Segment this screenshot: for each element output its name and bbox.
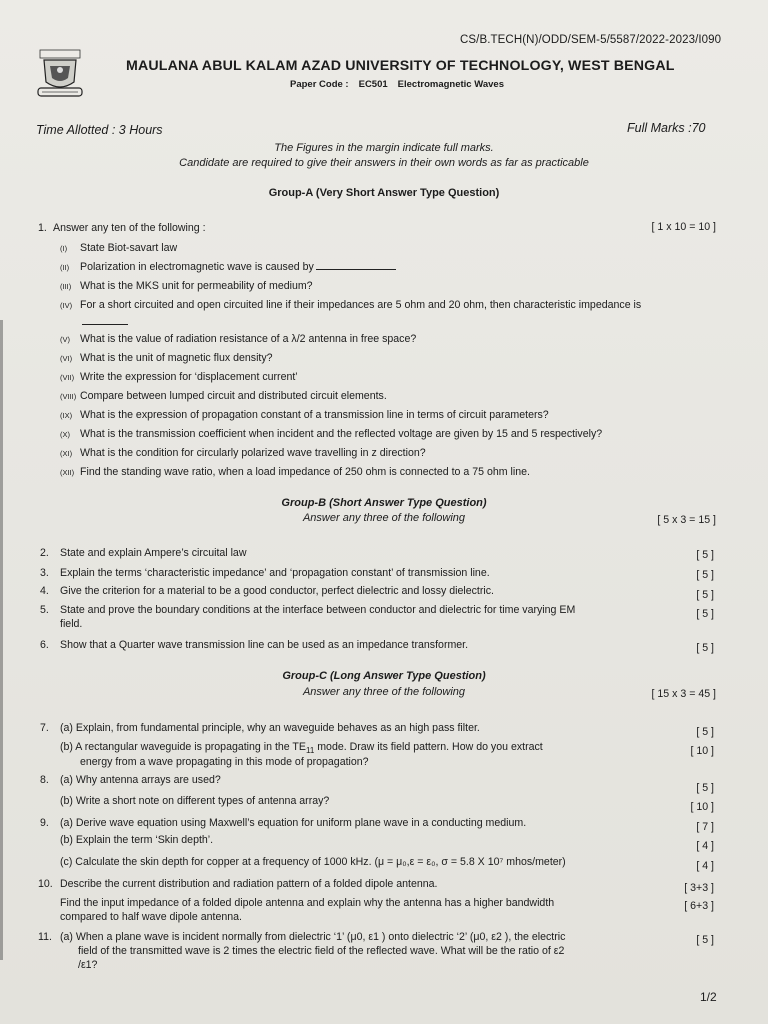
- paper-code-value: EC501: [358, 79, 388, 90]
- group-a-item: (III) What is the MKS unit for permeability of medium?: [60, 280, 313, 292]
- question-number: 11.: [38, 931, 52, 943]
- question-number: 6.: [40, 639, 49, 651]
- question-part: (c) Calculate the skin depth for copper at a frequency of 1000 kHz. (μ = μ₀,ε = ε₀, σ = 5.8 X 10⁷ mhos/meter): [60, 856, 566, 868]
- group-a-item: (II) Polarization in electromagnetic wave is caused by: [60, 261, 396, 273]
- group-a-item: (XII) Find the standing wave ratio, when a load impedance of 250 ohm is connected to a 75 ohm line.: [60, 466, 530, 478]
- question-text: State and explain Ampere’s circuital law: [60, 547, 247, 559]
- question-1-marks: [ 1 x 10 = 10 ]: [651, 221, 716, 233]
- question-1-text: Answer any ten of the following :: [53, 222, 206, 234]
- question-marks: [ 7 ]: [696, 821, 714, 833]
- question-marks: [ 4 ]: [696, 860, 714, 872]
- question-part-continued: energy from a wave propagating in this mode of propagation?: [80, 756, 369, 768]
- subject-name: Electromagnetic Waves: [397, 79, 504, 90]
- question-part: Describe the current distribution and radiation pattern of a folded dipole antenna.: [60, 878, 438, 890]
- question-marks: [ 10 ]: [690, 801, 714, 813]
- group-a-item: (X) What is the transmission coefficient when incident and the reflected voltage are given by 15 and 5 respectively?: [60, 428, 603, 440]
- question-text-continued: field.: [60, 618, 83, 630]
- group-c-instruction: Answer any three of the following: [302, 686, 466, 698]
- group-a-item: (V) What is the value of radiation resistance of a λ/2 antenna in free space?: [60, 333, 417, 345]
- time-allotted: Time Allotted : 3 Hours: [36, 123, 163, 137]
- group-b-title: Group-B (Short Answer Type Question): [281, 497, 487, 509]
- question-number: 4.: [40, 585, 49, 597]
- group-a-item: (I) State Biot-savart law: [60, 242, 178, 254]
- question-text: Explain the terms ‘characteristic impedance’ and ‘propagation constant’ of transmission line.: [60, 567, 490, 579]
- group-a-item: (VIII) Compare between lumped circuit and distributed circuit elements.: [60, 390, 387, 402]
- paper-serial-code: CS/B.TECH(N)/ODD/SEM-5/5587/2022-2023/I090: [460, 34, 722, 46]
- page-edge-shadow: [0, 320, 3, 960]
- question-part: (b) Write a short note on different types of antenna array?: [60, 795, 330, 807]
- group-c-marks: [ 15 x 3 = 45 ]: [651, 688, 716, 700]
- full-marks: Full Marks :70: [627, 121, 706, 135]
- fill-in-blank: [82, 324, 128, 325]
- question-number: 10.: [38, 878, 53, 890]
- question-part-continued: compared to half wave dipole antenna.: [60, 911, 242, 923]
- question-marks: [ 4 ]: [696, 840, 714, 852]
- paper-code-label: Paper Code :: [290, 79, 349, 90]
- question-part: (a) Explain, from fundamental principle, why an waveguide behaves as an high pass filter.: [60, 722, 480, 734]
- question-part: (a) Why antenna arrays are used?: [60, 774, 221, 786]
- question-marks: [ 5 ]: [696, 726, 714, 738]
- question-marks: [ 6+3 ]: [684, 900, 714, 912]
- question-marks: [ 5 ]: [696, 589, 714, 601]
- question-number: 5.: [40, 604, 49, 616]
- group-a-item: (VII) Write the expression for ‘displacement current’: [60, 371, 298, 383]
- question-number: 7.: [40, 722, 49, 734]
- fill-in-blank: [316, 268, 396, 270]
- question-marks: [ 10 ]: [690, 745, 714, 757]
- group-a-item: (IV) For a short circuited and open circuited line if their impedances are 5 ohm and 20 ohm, then characteristic impedance is: [60, 299, 642, 311]
- question-text: Show that a Quarter wave transmission line can be used as an impedance transformer.: [60, 639, 469, 651]
- question-part: (a) When a plane wave is incident normally from dielectric ‘1’ (μ0, ε1 ) onto dielectric ‘2’ (μ0, ε2 ), the electric: [60, 931, 566, 943]
- question-marks: [ 5 ]: [696, 608, 714, 620]
- question-marks: [ 5 ]: [696, 549, 714, 561]
- group-a-item: (XI) What is the condition for circularly polarized wave travelling in z direction?: [60, 447, 426, 459]
- group-a-title: Group-A (Very Short Answer Type Question): [268, 187, 500, 199]
- question-number: 9.: [40, 817, 49, 829]
- page-number: 1/2: [700, 990, 717, 1004]
- question-part-continued: field of the transmitted wave is 2 times the electric field of the reflected wave. What will be the ratio of ε2: [78, 945, 565, 957]
- question-number: 3.: [40, 567, 49, 579]
- instruction-line-1: The Figures in the margin indicate full marks.: [274, 142, 494, 154]
- question-part-continued: /ε1?: [78, 959, 98, 971]
- paper-code-line: [290, 79, 514, 90]
- question-marks: [ 5 ]: [696, 642, 714, 654]
- university-seal-icon: [34, 48, 86, 102]
- question-marks: [ 3+3 ]: [684, 882, 714, 894]
- university-name: MAULANA ABUL KALAM AZAD UNIVERSITY OF TECHNOLOGY, WEST BENGAL: [126, 58, 675, 74]
- question-number: 2.: [40, 547, 49, 559]
- question-number: 8.: [40, 774, 49, 786]
- question-1-number: 1.: [38, 222, 47, 234]
- question-part: (b) A rectangular waveguide is propagating in the $TE_{11}$ mode. Draw its field pattern. How do you extract: [60, 741, 543, 756]
- group-b-marks: [ 5 x 3 = 15 ]: [657, 514, 716, 526]
- group-a-item: (VI) What is the unit of magnetic flux density?: [60, 352, 273, 364]
- question-text: State and prove the boundary conditions at the interface between conductor and dielectric for time varying EM: [60, 604, 576, 616]
- question-part: Find the input impedance of a folded dipole antenna and explain why the antenna has a higher bandwidth: [60, 897, 555, 909]
- question-marks: [ 5 ]: [696, 934, 714, 946]
- group-a-item: (IX) What is the expression of propagation constant of a transmission line in terms of circuit parameters?: [60, 409, 549, 421]
- group-b-instruction: Answer any three of the following: [302, 512, 466, 524]
- group-c-title: Group-C (Long Answer Type Question): [282, 670, 486, 682]
- instruction-line-2: Candidate are required to give their answers in their own words as far as practicable: [179, 157, 589, 169]
- question-marks: [ 5 ]: [696, 782, 714, 794]
- question-part: (a) Derive wave equation using Maxwell’s equation for uniform plane wave in a conducting medium.: [60, 817, 527, 829]
- question-text: Give the criterion for a material to be a good conductor, perfect dielectric and lossy dielectric.: [60, 585, 494, 597]
- question-part: (b) Explain the term ‘Skin depth’.: [60, 834, 214, 846]
- question-marks: [ 5 ]: [696, 569, 714, 581]
